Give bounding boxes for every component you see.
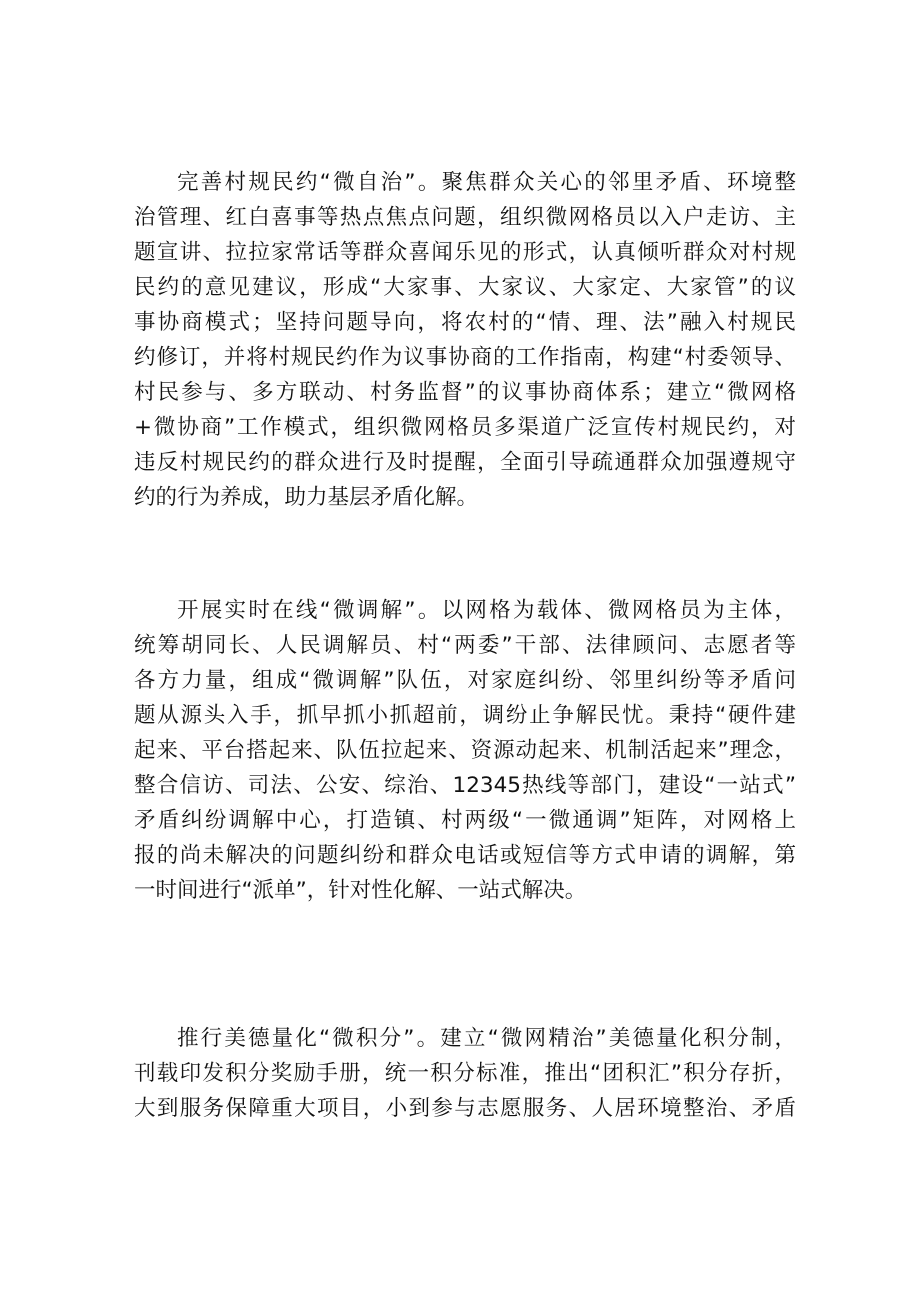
paragraph-line: 各方力量，组成“微调解”队伍，对家庭纠纷、邻里纠纷等矛盾问 bbox=[134, 668, 796, 693]
paragraph-line: 题宣讲、拉拉家常话等群众喜闻乐见的形式，认真倾听群众对村规 bbox=[134, 240, 796, 265]
paragraph-line: 开展实时在线“微调解”。以网格为载体、微网格员为主体， bbox=[177, 598, 796, 623]
paragraph-line: 违反村规民约的群众进行及时提醒，全面引导疏通群众加强遵规守 bbox=[134, 450, 796, 475]
paragraph-mediation bbox=[134, 593, 796, 908]
paragraph-line: 整合信访、司法、公安、综治、12345热线等部门，建设“一站式” bbox=[134, 773, 796, 798]
paragraph-line: 矛盾纠纷调解中心，打造镇、村两级“一微通调”矩阵，对网格上 bbox=[134, 808, 796, 833]
paragraph-line: 约的行为养成，助力基层矛盾化解。 bbox=[134, 485, 479, 510]
paragraph-line: 报的尚未解决的问题纠纷和群众电话或短信等方式申请的调解，第 bbox=[134, 843, 796, 868]
paragraph-line: 大到服务保障重大项目，小到参与志愿服务、人居环境整治、矛盾 bbox=[134, 1096, 796, 1121]
paragraph-line: 起来、平台搭起来、队伍拉起来、资源动起来、机制活起来”理念， bbox=[134, 738, 796, 763]
paragraph-line: 刊载印发积分奖励手册，统一积分标准，推出“团积汇”积分存折， bbox=[134, 1061, 796, 1086]
paragraph-line: 约修订，并将村规民约作为议事协商的工作指南，构建“村委领导、 bbox=[134, 345, 796, 370]
paragraph-line: 完善村规民约“微自治”。聚焦群众关心的邻里矛盾、环境整 bbox=[177, 170, 796, 195]
paragraph-line: 村民参与、多方联动、村务监督”的议事协商体系；建立“微网格 bbox=[134, 380, 796, 405]
paragraph-line: +微协商”工作模式，组织微网格员多渠道广泛宣传村规民约，对 bbox=[134, 415, 796, 440]
paragraph-line: 治管理、红白喜事等热点焦点问题，组织微网格员以入户走访、主 bbox=[134, 205, 796, 230]
paragraph-line: 统筹胡同长、人民调解员、村“两委”干部、法律顾问、志愿者等 bbox=[134, 633, 796, 658]
paragraph-line: 题从源头入手，抓早抓小抓超前，调纷止争解民忧。秉持“硬件建 bbox=[134, 703, 796, 728]
paragraph-line: 推行美德量化“微积分”。建立“微网精治”美德量化积分制， bbox=[177, 1026, 796, 1051]
paragraph-village-rules bbox=[134, 165, 796, 515]
paragraph-line: 民约的意见建议，形成“大家事、大家议、大家定、大家管”的议 bbox=[134, 275, 796, 300]
paragraph-virtue-points bbox=[134, 1021, 796, 1126]
paragraph-line: 事协商模式；坚持问题导向，将农村的“情、理、法”融入村规民 bbox=[134, 310, 796, 335]
paragraph-line: 一时间进行“派单”，针对性化解、一站式解决。 bbox=[134, 878, 587, 903]
